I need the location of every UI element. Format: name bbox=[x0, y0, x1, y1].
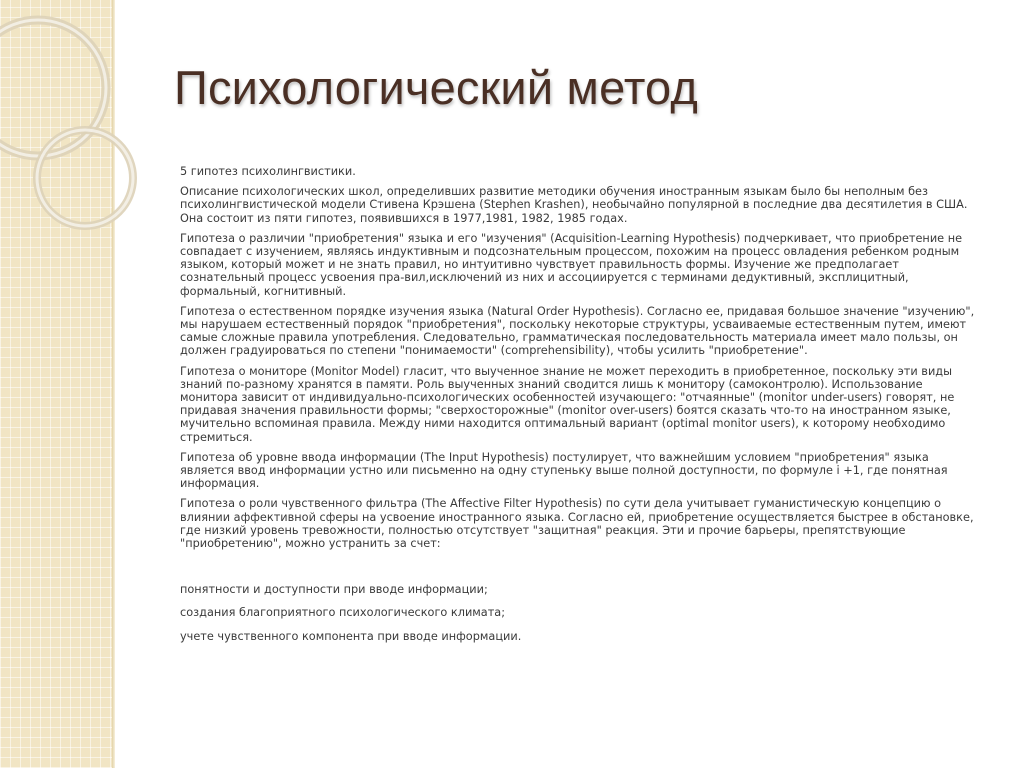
slide-title: Психологический метод bbox=[174, 61, 698, 114]
paragraph-intro: 5 гипотез психолингвистики. bbox=[180, 165, 356, 178]
slide-body bbox=[180, 165, 980, 653]
paragraph-monitor-model: Гипотеза о мониторе (Monitor Model) гласит, что выученное знание не может переходить в приобретенное, поскольку эти виды знаний по-разному хранятся в памяти. Роль выученных знаний сводится лишь к монитору (самоконтролю). Использование монитора зависит от индивидуально-психологических особенностей изучающего: "отчаянные" (monitor under-users) говорят, не придавая значения правильности формы; "сверхосторожные" (monitor over-users) боятся сказать что-то на иностранном языке, мучительно вспоминая правила. Между ними находится оптимальный вариант (optimal monitor users), к которому необходимо стремиться. bbox=[180, 364, 955, 444]
paragraph-input-hypothesis: Гипотеза об уровне ввода информации (The Input Hypothesis) постулирует, что важнейшим условием "приобретения" языка является ввод информации устно или письменно на одну ступеньку выше полной доступности, по формуле i +1, где понятная информация. bbox=[180, 450, 948, 491]
list-item: понятности и доступности при вводе информации; bbox=[180, 583, 488, 597]
spacer bbox=[180, 557, 980, 583]
list-item: учете чувственного компонента при вводе информации. bbox=[180, 629, 522, 643]
paragraph-acquisition-learning: Гипотеза о различии "приобретения" языка и его "изучения" (Acquisition-Learning Hypothesis) подчеркивает, что приобретение не совпадает с изучением, являясь индуктивным и подсознательным процессом, похожим на процесс овладения ребенком родным языком, который может и не знать правил, но интуитивно чувствует правильность формы. Изучение же предполагает сознательный процесс усвоения пра-вил,исключений из них и ассоциируется с терминами дедуктивный, эксплицитный, формальный, когнитивный. bbox=[180, 231, 963, 298]
list-item: создания благоприятного психологического климата; bbox=[180, 606, 506, 620]
paragraph-krashen-model: Описание психологических школ, определивших развитие методики обучения иностранным языкам было бы неполным без психолингвистической модели Стивена Крэшена (Stephen Krashen), необычайно популярной в последние два десятилетия в США. Она состоит из пяти гипотез, появившихся в 1977,1981, 1982, 1985 годах. bbox=[180, 185, 968, 225]
paragraph-natural-order: Гипотеза о естественном порядке изучения языка (Natural Order Hypothesis). Согласно ее, придавая большое значение "изучению", мы нарушаем естественный порядок "приобретения", поскольку некоторые структуры, усваиваемые естественным путем, имеют самые сложные правила употребления. Следовательно, грамматическая последовательность материала имеет мало пользы, он должен градуироваться по степени "понимаемости" (comprehensibility), чтобы усилить "приобретение". bbox=[180, 304, 975, 358]
paragraph-affective-filter: Гипотеза о роли чувственного фильтра (The Affective Filter Hypothesis) по сути дела учитывает гуманистическую концепцию о влиянии аффективной сферы на усвоение иностранного языка. Согласно ей, приобретение осуществляется быстрее в обстановке, где низкий уровень тревожности, полностью отсутствует "защитная" реакция. Эти и прочие барьеры, препятствующие "приобретению", можно устранить за счет: bbox=[180, 497, 974, 551]
decorative-rings-icon bbox=[0, 0, 160, 300]
